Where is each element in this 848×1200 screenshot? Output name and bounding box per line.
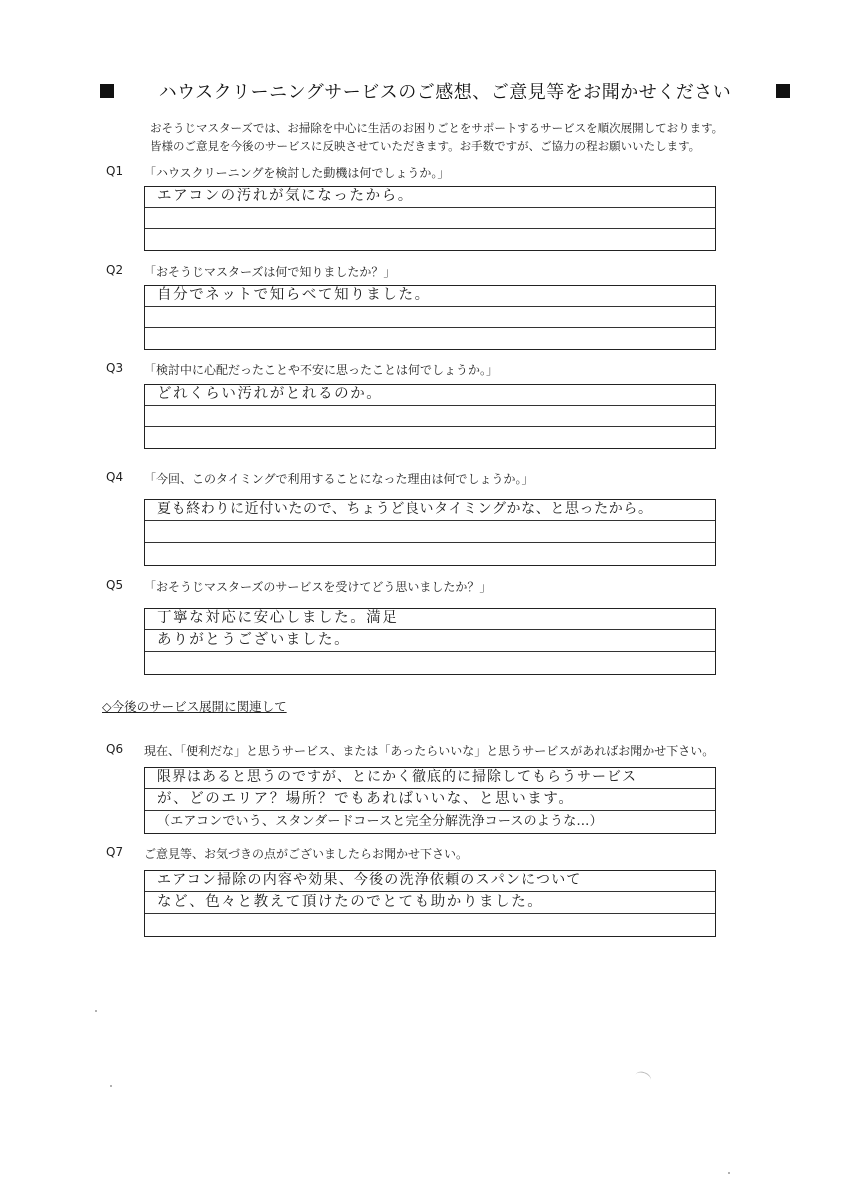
handwritten-answer: ありがとうございました。 (157, 632, 351, 648)
answer-line (145, 208, 715, 229)
section-heading: ◇今後のサービス展開に関連して (102, 699, 287, 714)
handwritten-answer: どれくらい汚れがとれるのか。 (157, 386, 383, 402)
q6-answer-box[interactable] (144, 767, 716, 834)
q5-text: 「おそうじマスターズのサービスを受けてどう思いましたか？」 (144, 580, 492, 594)
intro-line-1: おそうじマスターズでは、お掃除を中心に生活のお困りごとをサポートするサービスを順次展開しております。 (150, 121, 724, 135)
scan-speck (95, 1010, 97, 1012)
answer-line (145, 631, 715, 652)
q6-text: 現在、「便利だな」と思うサービス、または「あったらいいな」と思うサービスがあればお聞かせ下さい。 (144, 744, 715, 758)
q2-answer-box[interactable] (144, 285, 716, 350)
q7-number: Q7 (106, 845, 124, 859)
answer-line (145, 328, 715, 349)
handwritten-answer: エアコンの汚れが気になったから。 (157, 188, 414, 204)
black-square-icon (100, 84, 114, 98)
answer-line (145, 915, 715, 936)
q4-answer-box[interactable] (144, 499, 716, 566)
q1-number: Q1 (106, 164, 124, 178)
handwritten-answer: エアコン掃除の内容や効果、今後の洗浄依頼のスパンについて (157, 872, 582, 888)
answer-line (145, 790, 715, 811)
answer-line (145, 427, 715, 448)
q1-text: 「ハウスクリーニングを検討した動機は何でしょうか。」 (144, 166, 450, 180)
scan-speck (110, 1085, 112, 1087)
answer-line (145, 500, 715, 521)
q7-text: ご意見等、お気づきの点がございましたらお聞かせ下さい。 (144, 847, 469, 861)
answer-line (145, 609, 715, 630)
q4-number: Q4 (106, 470, 124, 484)
handwritten-answer: 限界はあると思うのですが、とにかく徹底的に掃除してもらうサービス (157, 769, 637, 785)
answer-line (145, 406, 715, 427)
answer-line (145, 286, 715, 307)
q6-number: Q6 (106, 742, 124, 756)
q4-text: 「今回、このタイミングで利用することになった理由は何でしょうか。」 (144, 472, 534, 486)
survey-title-row (100, 76, 790, 106)
answer-line (145, 307, 715, 328)
answer-line (145, 544, 715, 565)
handwritten-answer: 自分でネットで知らべて知りました。 (157, 287, 431, 303)
answer-line (145, 187, 715, 208)
q7-answer-box[interactable] (144, 870, 716, 937)
q5-number: Q5 (106, 578, 124, 592)
q2-text: 「おそうじマスターズは何で知りましたか？」 (144, 265, 396, 279)
intro-line-2: 皆様のご意見を今後のサービスに反映させていただきます。お手数ですが、ご協力の程お願いいたします。 (150, 139, 701, 153)
handwritten-answer: など、色々と教えて頂けたのでとても助かりました。 (157, 894, 544, 910)
answer-line (145, 385, 715, 406)
answer-line (145, 871, 715, 892)
handwritten-answer: 夏も終わりに近付いたので、ちょうど良いタイミングかな、と思ったから。 (157, 501, 653, 517)
answer-line (145, 229, 715, 250)
q1-answer-box[interactable] (144, 186, 716, 251)
answer-line (145, 768, 715, 789)
q2-number: Q2 (106, 263, 124, 277)
survey-title: ハウスクリーニングサービスのご感想、ご意見等をお聞かせください (158, 82, 732, 103)
q3-number: Q3 (106, 361, 124, 375)
q3-answer-box[interactable] (144, 384, 716, 449)
answer-line (145, 653, 715, 674)
answer-line (145, 893, 715, 914)
answer-line (145, 812, 715, 833)
answer-line (145, 522, 715, 543)
handwritten-answer: が、どのエリア？場所？でもあればいいな、と思います。 (157, 791, 575, 807)
handwritten-answer: （エアコンでいう、スタンダードコースと完全分解洗浄コースのような…） (157, 814, 603, 829)
q3-text: 「検討中に心配だったことや不安に思ったことは何でしょうか。」 (144, 363, 499, 377)
black-square-icon (776, 84, 790, 98)
q5-answer-box[interactable] (144, 608, 716, 675)
handwritten-answer: 丁寧な対応に安心しました。満足 (157, 610, 399, 626)
scan-mark (634, 1070, 653, 1086)
scan-speck (728, 1172, 730, 1174)
